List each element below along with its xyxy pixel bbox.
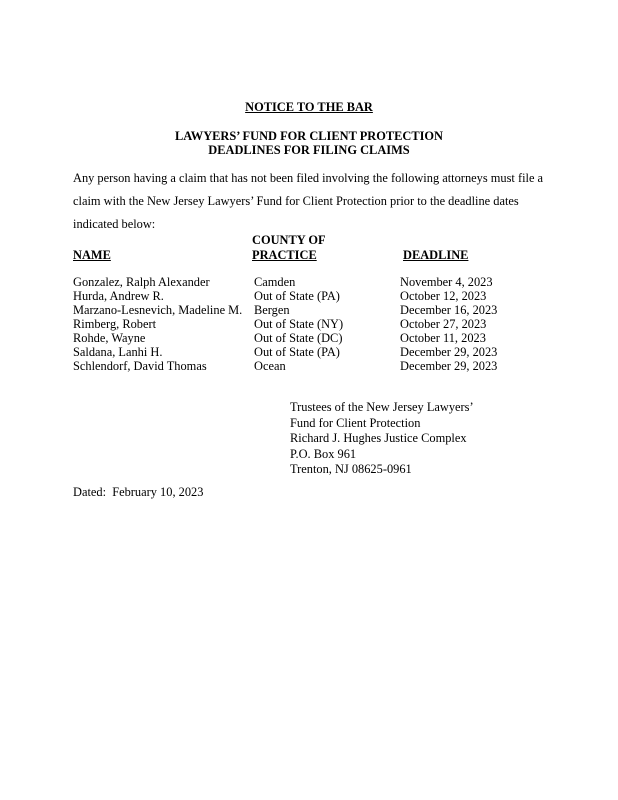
filing-deadline: December 29, 2023 <box>400 345 498 359</box>
county-of-practice: Camden <box>254 275 296 289</box>
column-header-county-line1: COUNTY OF <box>252 233 326 247</box>
county-of-practice: Out of State (PA) <box>254 345 340 359</box>
table-row <box>73 359 553 373</box>
signature-line: Fund for Client Protection <box>290 415 421 430</box>
county-of-practice: Out of State (DC) <box>254 331 343 345</box>
intro-paragraph: Any person having a claim that has not been filed involving the following attorneys must file a claim with the New Jersey Lawyers’ Fund for Client Protection prior to the deadline dates indicated below: <box>73 171 544 231</box>
deadlines-heading: DEADLINES FOR FILING CLAIMS <box>208 143 410 157</box>
table-row <box>73 317 553 331</box>
table-row <box>73 303 553 317</box>
filing-deadline: October 12, 2023 <box>400 289 487 303</box>
attorney-name: Hurda, Andrew R. <box>73 289 164 303</box>
table-row <box>73 331 553 345</box>
column-header-deadline: DEADLINE <box>403 248 469 262</box>
attorney-name: Rohde, Wayne <box>73 331 146 345</box>
filing-deadline: December 29, 2023 <box>400 359 498 373</box>
attorney-name: Schlendorf, David Thomas <box>73 359 207 373</box>
filing-deadline: October 27, 2023 <box>400 317 487 331</box>
dated-line: Dated: February 10, 2023 <box>73 485 204 499</box>
table-row <box>73 289 553 303</box>
signature-line: P.O. Box 961 <box>290 446 357 461</box>
county-of-practice: Ocean <box>254 359 286 373</box>
signature-block <box>290 400 474 478</box>
signature-line: Trustees of the New Jersey Lawyers’ <box>290 400 474 414</box>
column-header-county-line2: PRACTICE <box>252 248 317 262</box>
attorney-name: Rimberg, Robert <box>73 317 157 331</box>
filing-deadline: October 11, 2023 <box>400 331 486 345</box>
notice-title: NOTICE TO THE BAR <box>245 100 373 114</box>
county-of-practice: Out of State (NY) <box>254 317 344 331</box>
column-header-name: NAME <box>73 248 111 262</box>
table-row <box>73 345 553 359</box>
county-of-practice: Bergen <box>254 303 290 317</box>
filing-deadline: November 4, 2023 <box>400 275 493 289</box>
signature-line: Richard J. Hughes Justice Complex <box>290 431 467 445</box>
fund-name-heading: LAWYERS’ FUND FOR CLIENT PROTECTION <box>174 129 444 143</box>
county-of-practice: Out of State (PA) <box>254 289 340 303</box>
attorney-name: Gonzalez, Ralph Alexander <box>73 275 210 289</box>
filing-deadline: December 16, 2023 <box>400 303 498 317</box>
signature-line: Trenton, NJ 08625-0961 <box>290 462 412 476</box>
table-row <box>73 275 553 289</box>
attorney-name: Marzano-Lesnevich, Madeline M. <box>73 303 243 317</box>
attorney-name: Saldana, Lanhi H. <box>73 345 163 359</box>
